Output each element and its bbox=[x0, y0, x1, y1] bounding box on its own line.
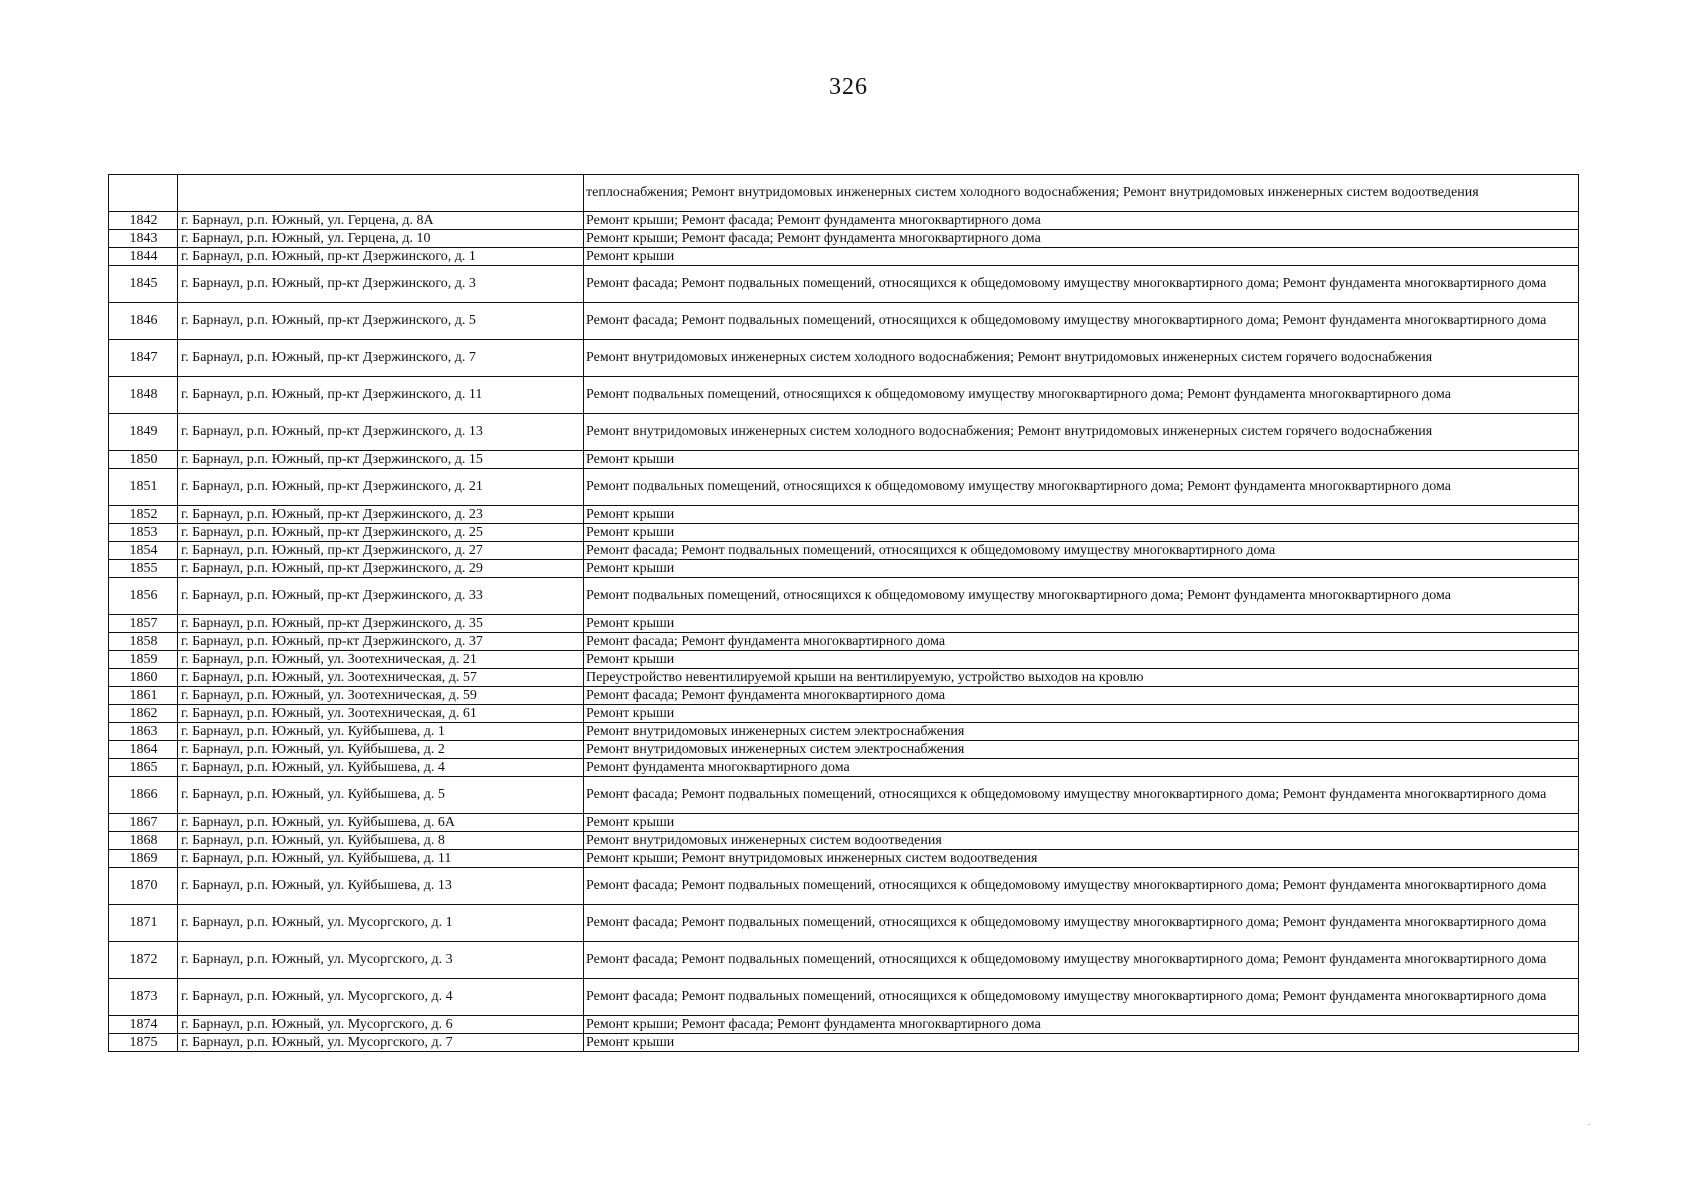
address-cell: г. Барнаул, р.п. Южный, ул. Куйбышева, д. 5 bbox=[178, 777, 584, 814]
row-number-cell: 1866 bbox=[109, 777, 178, 814]
table-row bbox=[109, 979, 1579, 1016]
address-cell: г. Барнаул, р.п. Южный, ул. Мусоргского, д. 4 bbox=[178, 979, 584, 1016]
table-row bbox=[109, 414, 1579, 451]
address-cell: г. Барнаул, р.п. Южный, пр-кт Дзержинского, д. 23 bbox=[178, 506, 584, 524]
repair-work-cell: Ремонт крыши bbox=[584, 506, 1579, 524]
table-row bbox=[109, 669, 1579, 687]
table-row bbox=[109, 633, 1579, 651]
address-cell: г. Барнаул, р.п. Южный, ул. Мусоргского, д. 3 bbox=[178, 942, 584, 979]
table-body bbox=[109, 175, 1579, 1052]
repair-work-cell: Ремонт крыши bbox=[584, 560, 1579, 578]
table-row bbox=[109, 905, 1579, 942]
repair-work-cell: Ремонт крыши bbox=[584, 248, 1579, 266]
address-cell bbox=[178, 175, 584, 212]
row-number-cell: 1874 bbox=[109, 1016, 178, 1034]
table-row bbox=[109, 469, 1579, 506]
repair-work-cell: Переустройство невентилируемой крыши на вентилируемую, устройство выходов на кровлю bbox=[584, 669, 1579, 687]
repair-work-cell: Ремонт крыши bbox=[584, 451, 1579, 469]
table-row bbox=[109, 578, 1579, 615]
table-row bbox=[109, 687, 1579, 705]
scan-speck bbox=[1588, 1124, 1590, 1125]
table-row bbox=[109, 212, 1579, 230]
table-row bbox=[109, 560, 1579, 578]
repair-work-cell: Ремонт внутридомовых инженерных систем электроснабжения bbox=[584, 741, 1579, 759]
repair-work-cell: Ремонт внутридомовых инженерных систем водоотведения bbox=[584, 832, 1579, 850]
table-row bbox=[109, 542, 1579, 560]
row-number-cell: 1868 bbox=[109, 832, 178, 850]
address-cell: г. Барнаул, р.п. Южный, ул. Зоотехническая, д. 59 bbox=[178, 687, 584, 705]
address-cell: г. Барнаул, р.п. Южный, ул. Куйбышева, д. 1 bbox=[178, 723, 584, 741]
address-cell: г. Барнаул, р.п. Южный, пр-кт Дзержинского, д. 1 bbox=[178, 248, 584, 266]
row-number-cell: 1848 bbox=[109, 377, 178, 414]
row-number-cell: 1855 bbox=[109, 560, 178, 578]
address-cell: г. Барнаул, р.п. Южный, пр-кт Дзержинского, д. 29 bbox=[178, 560, 584, 578]
row-number-cell: 1858 bbox=[109, 633, 178, 651]
table-row bbox=[109, 340, 1579, 377]
address-cell: г. Барнаул, р.п. Южный, ул. Зоотехническая, д. 21 bbox=[178, 651, 584, 669]
row-number-cell bbox=[109, 175, 178, 212]
row-number-cell: 1849 bbox=[109, 414, 178, 451]
table-row bbox=[109, 777, 1579, 814]
address-cell: г. Барнаул, р.п. Южный, ул. Мусоргского, д. 7 bbox=[178, 1034, 584, 1052]
row-number-cell: 1842 bbox=[109, 212, 178, 230]
row-number-cell: 1854 bbox=[109, 542, 178, 560]
row-number-cell: 1867 bbox=[109, 814, 178, 832]
address-cell: г. Барнаул, р.п. Южный, пр-кт Дзержинского, д. 3 bbox=[178, 266, 584, 303]
table-row bbox=[109, 1016, 1579, 1034]
repair-work-cell: Ремонт внутридомовых инженерных систем холодного водоснабжения; Ремонт внутридомовых инженерных систем горячего водоснабжения bbox=[584, 414, 1579, 451]
repair-work-cell: Ремонт подвальных помещений, относящихся к общедомовому имуществу многоквартирного дома; Ремонт фундамента многоквартирного дома bbox=[584, 469, 1579, 506]
table-row bbox=[109, 814, 1579, 832]
address-cell: г. Барнаул, р.п. Южный, ул. Куйбышева, д. 2 bbox=[178, 741, 584, 759]
address-cell: г. Барнаул, р.п. Южный, пр-кт Дзержинского, д. 13 bbox=[178, 414, 584, 451]
row-number-cell: 1871 bbox=[109, 905, 178, 942]
repair-work-cell: Ремонт фасада; Ремонт подвальных помещений, относящихся к общедомовому имуществу многоквартирного дома; Ремонт фундамента многоквартирного дома bbox=[584, 868, 1579, 905]
table-row bbox=[109, 942, 1579, 979]
table-row bbox=[109, 705, 1579, 723]
repair-work-cell: теплоснабжения; Ремонт внутридомовых инженерных систем холодного водоснабжения; Ремонт внутридомовых инженерных систем водоотведения bbox=[584, 175, 1579, 212]
page-number: 326 bbox=[829, 74, 868, 100]
row-number-cell: 1853 bbox=[109, 524, 178, 542]
address-cell: г. Барнаул, р.п. Южный, пр-кт Дзержинского, д. 11 bbox=[178, 377, 584, 414]
address-cell: г. Барнаул, р.п. Южный, ул. Мусоргского, д. 6 bbox=[178, 1016, 584, 1034]
address-cell: г. Барнаул, р.п. Южный, ул. Куйбышева, д. 8 bbox=[178, 832, 584, 850]
repair-work-cell: Ремонт фасада; Ремонт подвальных помещений, относящихся к общедомовому имуществу многоквартирного дома; Ремонт фундамента многоквартирного дома bbox=[584, 942, 1579, 979]
address-cell: г. Барнаул, р.п. Южный, ул. Куйбышева, д. 4 bbox=[178, 759, 584, 777]
repair-work-cell: Ремонт фасада; Ремонт подвальных помещений, относящихся к общедомовому имуществу многоквартирного дома; Ремонт фундамента многоквартирного дома bbox=[584, 777, 1579, 814]
repair-work-cell: Ремонт фасада; Ремонт подвальных помещений, относящихся к общедомовому имуществу многоквартирного дома; Ремонт фундамента многоквартирного дома bbox=[584, 979, 1579, 1016]
address-cell: г. Барнаул, р.п. Южный, ул. Куйбышева, д. 11 bbox=[178, 850, 584, 868]
repair-program-table bbox=[108, 174, 1579, 1052]
repair-work-cell: Ремонт фасада; Ремонт подвальных помещений, относящихся к общедомовому имуществу многоквартирного дома; Ремонт фундамента многоквартирного дома bbox=[584, 905, 1579, 942]
table-row bbox=[109, 723, 1579, 741]
address-cell: г. Барнаул, р.п. Южный, пр-кт Дзержинского, д. 7 bbox=[178, 340, 584, 377]
row-number-cell: 1869 bbox=[109, 850, 178, 868]
row-number-cell: 1872 bbox=[109, 942, 178, 979]
repair-work-cell: Ремонт крыши; Ремонт внутридомовых инженерных систем водоотведения bbox=[584, 850, 1579, 868]
table-row bbox=[109, 248, 1579, 266]
table-row bbox=[109, 1034, 1579, 1052]
table-row bbox=[109, 266, 1579, 303]
table-row bbox=[109, 303, 1579, 340]
table-row bbox=[109, 868, 1579, 905]
table-row bbox=[109, 741, 1579, 759]
repair-work-cell: Ремонт фасада; Ремонт подвальных помещений, относящихся к общедомовому имуществу многоквартирного дома bbox=[584, 542, 1579, 560]
table-row bbox=[109, 524, 1579, 542]
table-row bbox=[109, 451, 1579, 469]
table-row bbox=[109, 832, 1579, 850]
address-cell: г. Барнаул, р.п. Южный, ул. Зоотехническая, д. 57 bbox=[178, 669, 584, 687]
repair-work-cell: Ремонт фасада; Ремонт фундамента многоквартирного дома bbox=[584, 633, 1579, 651]
repair-work-cell: Ремонт подвальных помещений, относящихся к общедомовому имуществу многоквартирного дома; Ремонт фундамента многоквартирного дома bbox=[584, 578, 1579, 615]
repair-work-cell: Ремонт внутридомовых инженерных систем холодного водоснабжения; Ремонт внутридомовых инженерных систем горячего водоснабжения bbox=[584, 340, 1579, 377]
row-number-cell: 1865 bbox=[109, 759, 178, 777]
row-number-cell: 1863 bbox=[109, 723, 178, 741]
repair-work-cell: Ремонт крыши bbox=[584, 615, 1579, 633]
row-number-cell: 1859 bbox=[109, 651, 178, 669]
row-number-cell: 1870 bbox=[109, 868, 178, 905]
address-cell: г. Барнаул, р.п. Южный, ул. Герцена, д. 8А bbox=[178, 212, 584, 230]
row-number-cell: 1860 bbox=[109, 669, 178, 687]
repair-work-cell: Ремонт внутридомовых инженерных систем электроснабжения bbox=[584, 723, 1579, 741]
address-cell: г. Барнаул, р.п. Южный, ул. Зоотехническая, д. 61 bbox=[178, 705, 584, 723]
row-number-cell: 1864 bbox=[109, 741, 178, 759]
address-cell: г. Барнаул, р.п. Южный, пр-кт Дзержинского, д. 5 bbox=[178, 303, 584, 340]
row-number-cell: 1851 bbox=[109, 469, 178, 506]
repair-work-cell: Ремонт крыши bbox=[584, 524, 1579, 542]
row-number-cell: 1850 bbox=[109, 451, 178, 469]
row-number-cell: 1857 bbox=[109, 615, 178, 633]
row-number-cell: 1856 bbox=[109, 578, 178, 615]
address-cell: г. Барнаул, р.п. Южный, ул. Мусоргского, д. 1 bbox=[178, 905, 584, 942]
table-row bbox=[109, 615, 1579, 633]
repair-work-cell: Ремонт крыши bbox=[584, 705, 1579, 723]
repair-work-cell: Ремонт крыши; Ремонт фасада; Ремонт фундамента многоквартирного дома bbox=[584, 1016, 1579, 1034]
table-row bbox=[109, 850, 1579, 868]
address-cell: г. Барнаул, р.п. Южный, ул. Куйбышева, д. 6А bbox=[178, 814, 584, 832]
row-number-cell: 1847 bbox=[109, 340, 178, 377]
repair-work-cell: Ремонт фасада; Ремонт подвальных помещений, относящихся к общедомовому имуществу многоквартирного дома; Ремонт фундамента многоквартирного дома bbox=[584, 266, 1579, 303]
row-number-cell: 1844 bbox=[109, 248, 178, 266]
repair-work-cell: Ремонт крыши bbox=[584, 1034, 1579, 1052]
address-cell: г. Барнаул, р.п. Южный, пр-кт Дзержинского, д. 37 bbox=[178, 633, 584, 651]
table-row bbox=[109, 230, 1579, 248]
row-number-cell: 1862 bbox=[109, 705, 178, 723]
table-row bbox=[109, 759, 1579, 777]
repair-work-cell: Ремонт фасада; Ремонт подвальных помещений, относящихся к общедомовому имуществу многоквартирного дома; Ремонт фундамента многоквартирного дома bbox=[584, 303, 1579, 340]
repair-work-cell: Ремонт крыши; Ремонт фасада; Ремонт фундамента многоквартирного дома bbox=[584, 230, 1579, 248]
address-cell: г. Барнаул, р.п. Южный, пр-кт Дзержинского, д. 35 bbox=[178, 615, 584, 633]
address-cell: г. Барнаул, р.п. Южный, пр-кт Дзержинского, д. 27 bbox=[178, 542, 584, 560]
row-number-cell: 1861 bbox=[109, 687, 178, 705]
table-row bbox=[109, 506, 1579, 524]
repair-work-cell: Ремонт фундамента многоквартирного дома bbox=[584, 759, 1579, 777]
address-cell: г. Барнаул, р.п. Южный, ул. Герцена, д. 10 bbox=[178, 230, 584, 248]
repair-work-cell: Ремонт подвальных помещений, относящихся к общедомовому имуществу многоквартирного дома; Ремонт фундамента многоквартирного дома bbox=[584, 377, 1579, 414]
repair-work-cell: Ремонт крыши bbox=[584, 651, 1579, 669]
row-number-cell: 1845 bbox=[109, 266, 178, 303]
repair-work-cell: Ремонт крыши bbox=[584, 814, 1579, 832]
repair-work-cell: Ремонт крыши; Ремонт фасада; Ремонт фундамента многоквартирного дома bbox=[584, 212, 1579, 230]
address-cell: г. Барнаул, р.п. Южный, пр-кт Дзержинского, д. 25 bbox=[178, 524, 584, 542]
row-number-cell: 1846 bbox=[109, 303, 178, 340]
table-row bbox=[109, 651, 1579, 669]
row-number-cell: 1875 bbox=[109, 1034, 178, 1052]
repair-work-cell: Ремонт фасада; Ремонт фундамента многоквартирного дома bbox=[584, 687, 1579, 705]
row-number-cell: 1873 bbox=[109, 979, 178, 1016]
address-cell: г. Барнаул, р.п. Южный, пр-кт Дзержинского, д. 33 bbox=[178, 578, 584, 615]
address-cell: г. Барнаул, р.п. Южный, пр-кт Дзержинского, д. 21 bbox=[178, 469, 584, 506]
table-row bbox=[109, 377, 1579, 414]
row-number-cell: 1852 bbox=[109, 506, 178, 524]
address-cell: г. Барнаул, р.п. Южный, ул. Куйбышева, д. 13 bbox=[178, 868, 584, 905]
row-number-cell: 1843 bbox=[109, 230, 178, 248]
address-cell: г. Барнаул, р.п. Южный, пр-кт Дзержинского, д. 15 bbox=[178, 451, 584, 469]
table-row bbox=[109, 175, 1579, 212]
